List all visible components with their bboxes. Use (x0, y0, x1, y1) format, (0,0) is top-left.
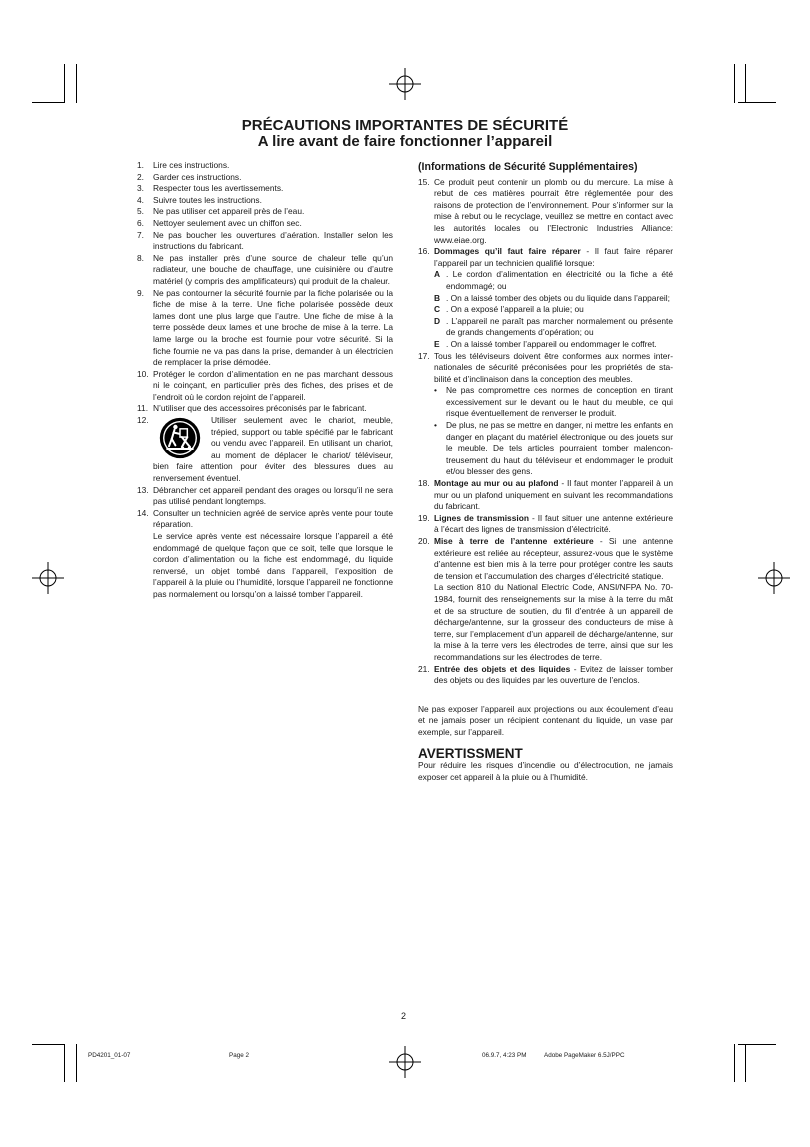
crop-mark (734, 64, 735, 103)
registration-mark-icon (389, 1046, 421, 1078)
footer-file: PD4201_01-07 (88, 1052, 131, 1059)
sub-item: A . Le cordon d’alimentation en électricité ou la fiche a été endommagé; ou (434, 269, 673, 291)
list-item: 8. Ne pas installer près d’une source de chaleur telle qu’un radiateur, une bouche de chauffage, une cuisinière ou d’autre matériel (y compris des amplificateurs) qui produit de la chaleur. (137, 252, 393, 286)
list-item: 14. Consulter un technicien agréé de service après vente pour toute réparation. Le service après vente est nécessaire lorsque l’appareil a été endommagé de quelque façon que ce soit, telle que lorsque le cordon d’alimentation ou la fiche est endommagé, du liquide renversé, un objet tombé dans l’appareil, l’exposition de l’appareil à la pluie ou l’humidité, lorsque l’appareil ne fonctionne pas normalement ou lorsqu’on a laissé tomber l’appareil. (137, 507, 393, 599)
bullet-item: • De plus, ne pas se mettre en danger, ni mettre les enfants en danger en plaçant du matériel électronique ou des jouets sur le meuble. De tels articles pourraient tomber malencon-treusement du haut du téléviseur et endommager le produit et/ou blesser des gens. (434, 420, 673, 477)
crop-mark (738, 102, 776, 103)
list-item: 1. Lire ces instructions. (137, 160, 230, 170)
crop-mark (76, 1044, 77, 1082)
list-item: 7. Ne pas boucher les ouvertures d’aération. Installer selon les instructions du fabricant. (137, 229, 393, 252)
right-column (418, 162, 673, 783)
list-item: 17. Tous les téléviseurs doivent être conformes aux normes inter-nationales de sécurité préconisées pour les propriétés de sta-bilité et d’inclinaison dans la conception des meubles. • Ne pas compromettre ces normes de conception en tirant excessivement sur le devant ou le haut du meuble, ce qui risque éventuellement de renverser le produit. • De plus, ne pas se mettre en danger, ni mettre les enfants en danger en plaçant du matériel électronique ou des jouets sur le meuble. De tels articles pourraient tomber malencon-treusement du haut du téléviseur et endommager le produit et/ou blesser des gens. (418, 350, 673, 477)
list-item: 19. Lignes de transmission - Il faut situer une antenne extérieure à l’écart des lignes de transmission d’électricité. (418, 512, 674, 535)
registration-mark-icon (32, 562, 64, 594)
list-item: 16. Dommages qu’il faut faire réparer - Il faut faire réparer l’appareil par un technicien qualifié lorsque: A . Le cordon d’alimentation en électricité ou la fiche a été endommagé; ou B . On a laissé tomber des objets ou du liquide dans l’appareil; C . On a exposé l’appareil a la pluie; ou D . L’appareil ne paraît pas marcher normalement ou présente de grands changements d’opération; ou E . On a laissé tomber l’appareil ou endommager le coffret. (418, 246, 674, 349)
page-title: PRÉCAUTIONS IMPORTANTES DE SÉCURITÉ (241, 117, 569, 134)
warning-title: AVERTISSMENT (418, 745, 523, 761)
list-item: 15. Ce produit peut contenir un plomb ou du mercure. La mise à rebut de ces matières pourrait être réglementée pour des raisons de protection de l’environnement. Pour s’informer sur la mise à rebut ou le recyclage, veuillez se mettre en contact avec les autorités locales ou l’Electronic Industries Alliance: www.eiae.org. (418, 176, 673, 245)
left-column (137, 160, 393, 601)
cart-warning-icon (153, 416, 207, 460)
page-number: 2 (401, 1011, 407, 1021)
warning-text: Pour réduire les risques d’incendie ou d’électrocution, ne jamais exposer cet appareil à la pluie ou à l’humidité. (418, 760, 673, 782)
sub-item: E . On a laissé tomber l’appareil ou endommager le coffret. (434, 338, 657, 349)
sub-item: B . On a laissé tomber des objets ou du liquide dans l’appareil; (434, 292, 670, 303)
sub-item: C . On a exposé l’appareil a la pluie; ou (434, 304, 584, 315)
list-item: 6. Nettoyer seulement avec un chiffon sec. (137, 217, 302, 228)
registration-mark-icon (758, 562, 790, 594)
footer-app: Adobe PageMaker 6.5J/PPC (544, 1052, 625, 1059)
footer-page: Page 2 (229, 1052, 249, 1059)
list-item: 5. Ne pas utiliser cet appareil près de l’eau. (137, 206, 305, 217)
list-item: 21. Entrée des objets et des liquides - Evitez de laisser tomber des objets ou des liquides par les ouverture de l’enclos. (418, 663, 673, 686)
footer-datetime: 06.9.7, 4:23 PM (482, 1052, 527, 1059)
crop-mark (64, 64, 65, 103)
list-item: 2. Garder ces instructions. (137, 171, 242, 182)
list-item: 18. Montage au mur ou au plafond - Il faut monter l’appareil à un mur ou un plafond uniquement en suivant les recommandations du fabricant. (418, 478, 673, 512)
crop-mark (745, 1044, 746, 1082)
list-item: 12. Utiliser seulement avec le chariot, meuble, trépied, support ou table spécifié par le fabricant ou vendu avec l’appareil. En utilisant un chariot, au moment de déplacer le chariot/ téléviseur, bien faire attention pour éviter des blessures dues au renversement éventuel. (137, 415, 393, 484)
list-item: 9. Ne pas contourner la sécurité fournie par la fiche polarisée ou la fiche de mise à la terre. Une fiche polarisée possède deux lames dont une plus large que l’autre. Une fiche de mise à la terre possède deux lames et une broche de mise à la terre. La lame large ou la broche est fournie pour votre sécurité. Si la fiche fournie ne va pas dans la prise, demander à un électricien de remplacer la prise démodée. (137, 287, 393, 368)
crop-mark (32, 1044, 65, 1045)
crop-mark (745, 64, 746, 103)
registration-mark-icon (389, 68, 421, 100)
sub-item: D . L’appareil ne paraît pas marcher normalement ou présente de grands changements d’opération; ou (434, 315, 673, 338)
crop-mark (32, 102, 65, 103)
crop-mark (734, 1044, 735, 1082)
list-item: 4. Suivre toutes les instructions. (137, 194, 262, 205)
crop-mark (738, 1044, 776, 1045)
page-subtitle: A lire avant de faire fonctionner l’appareil (257, 133, 553, 150)
list-item: 3. Respecter tous les avertissements. (137, 183, 284, 194)
exposure-note: Ne pas exposer l’appareil aux projections ou aux écoulement d’eau et ne jamais poser un récipient contenant du liquide, un vase par exemple, sur l’appareil. (418, 703, 673, 737)
crop-mark (64, 1044, 65, 1082)
crop-mark (76, 64, 77, 103)
section-title: (Informations de Sécurité Supplémentaires) (418, 161, 638, 173)
list-item: 20. Mise à terre de l’antenne extérieure - Si une antenne extérieure est reliée au récepteur, assurez-vous que le système d’antenne est bien mis à la terre pour protéger contre les sauts de tension et l’accumulation des charges d’électricité statique. La section 810 du National Electric Code, ANSI/NFPA No. 70-1984, fournit des renseignements sur la mise à la terre du mât et de sa structure de soutien, du fil d’entrée à un appareil de décharge/antenne, sur la grosseur des conducteurs de mise à terre, sur l’emplacement d’un appareil de décharge/antenne, sur la mise à la terre vers les électrodes de terre, ainsi que sur les recommandations sur les électrodes de terre. (418, 536, 673, 662)
list-item: 11. N’utiliser que des accessoires préconisés par le fabricant. (137, 403, 367, 414)
list-item: 13. Débrancher cet appareil pendant des orages ou lorsqu’il ne sera pas utilisé pendant longtemps. (137, 484, 393, 507)
bullet-item: • Ne pas compromettre ces normes de conception en tirant excessivement sur le devant ou le haut du meuble, ce qui risque éventuellement de renverser le produit. (434, 385, 673, 419)
list-item: 10. Protéger le cordon d’alimentation en ne pas marchant dessous ni le coinçant, en particulier près des fiches, des prises et de l’endroit où le cordon rejoint de l’appareil. (137, 368, 393, 402)
